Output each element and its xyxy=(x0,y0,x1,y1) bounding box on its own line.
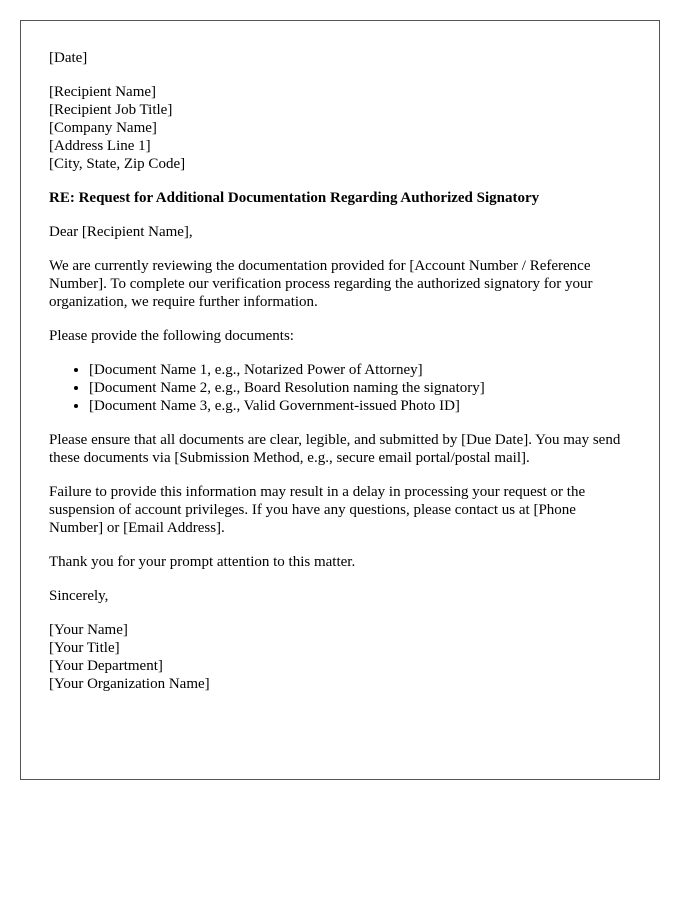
recipient-address-line: [Address Line 1] xyxy=(49,138,151,154)
subject-line: RE: Request for Additional Documentation Regarding Authorized Signatory xyxy=(49,190,540,206)
signer-organization: [Your Organization Name] xyxy=(49,676,210,692)
document-list-item: • [Document Name 3, e.g., Valid Government-issued Photo ID] xyxy=(89,397,631,415)
letter-page xyxy=(20,20,660,780)
signer-department: [Your Department] xyxy=(49,658,163,674)
body-paragraph-3: Please ensure that all documents are clear, legible, and submitted by [Due Date]. You may send these documents via [Submission Method, e.g., secure email portal/postal mail]. xyxy=(49,432,621,466)
document-list xyxy=(49,361,631,415)
signature-block xyxy=(49,621,631,693)
document-list-item: • [Document Name 2, e.g., Board Resolution naming the signatory] xyxy=(89,379,631,397)
recipient-company: [Company Name] xyxy=(49,120,157,136)
letter-content xyxy=(49,49,631,693)
document-list-item: • [Document Name 1, e.g., Notarized Power of Attorney] xyxy=(89,361,631,379)
closing: Sincerely, xyxy=(49,588,109,604)
recipient-address xyxy=(49,83,631,173)
body-paragraph-2: Please provide the following documents: xyxy=(49,328,294,344)
date-text: [Date] xyxy=(49,50,88,66)
signer-title: [Your Title] xyxy=(49,640,120,656)
recipient-city-state-zip: [City, State, Zip Code] xyxy=(49,156,186,172)
body-paragraph-5: Thank you for your prompt attention to this matter. xyxy=(49,554,356,570)
recipient-job-title: [Recipient Job Title] xyxy=(49,102,173,118)
recipient-name: [Recipient Name] xyxy=(49,84,157,100)
body-paragraph-4: Failure to provide this information may result in a delay in processing your request or the suspension of account privileges. If you have any questions, please contact us at [Phone Number] or [Email Address]. xyxy=(49,484,586,536)
salutation: Dear [Recipient Name], xyxy=(49,224,193,240)
letter-date xyxy=(49,49,631,67)
body-paragraph-1: We are currently reviewing the documentation provided for [Account Number / Reference Number]. To complete our verification process regarding the authorized signatory for your organization, we require further information. xyxy=(49,258,593,310)
signer-name: [Your Name] xyxy=(49,622,128,638)
